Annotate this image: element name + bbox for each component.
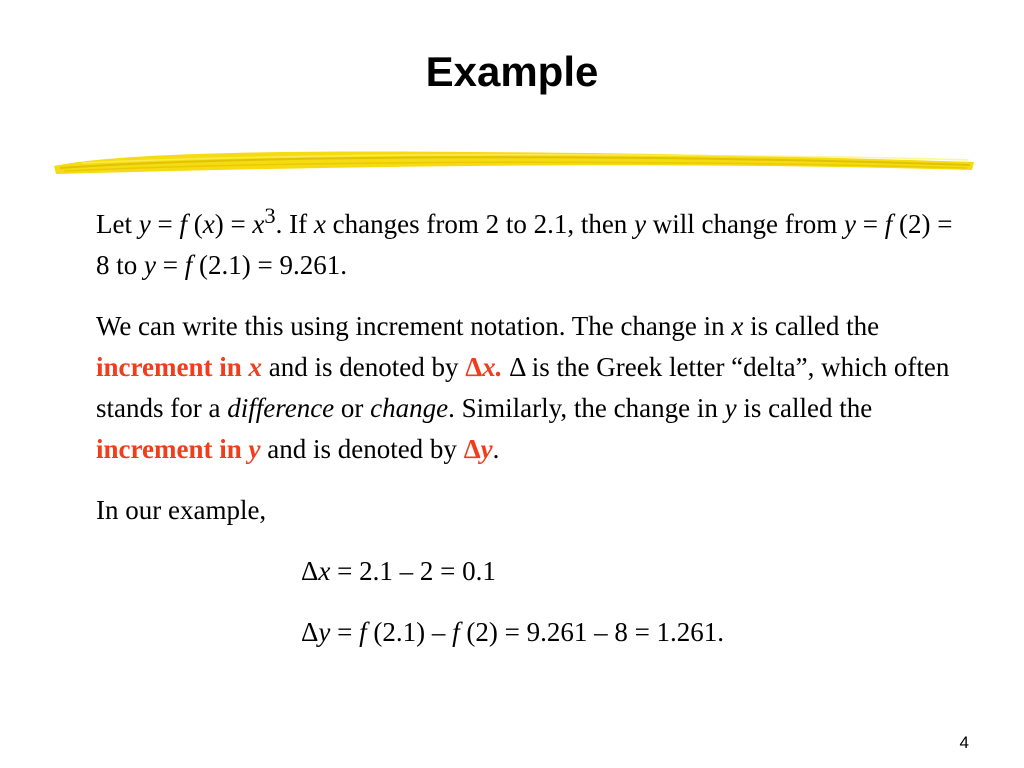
text: . If [275,209,314,239]
term-increment-in-y [96,434,260,464]
term-text: increment in [96,352,249,382]
delta-symbol: Δ [463,434,481,464]
var-y: y [480,434,493,464]
func-f: f [179,209,187,239]
text: and is denoted by [260,434,464,464]
paragraph-increment [96,306,956,470]
text: . [492,434,500,464]
var-x: x [731,311,744,341]
var-y: y [844,209,856,239]
slide-body [96,195,956,673]
equation-text: = [330,617,360,647]
func-f: f [359,617,367,647]
text: ( [186,209,203,239]
term-text: increment in [96,434,249,464]
text: ) = [214,209,253,239]
var-x: x [248,352,262,382]
var-x: x [313,209,326,239]
var-x: x [252,209,265,239]
text: = [150,209,180,239]
var-y: y [138,209,151,239]
slide-title: Example [425,48,599,95]
text: or [334,393,371,423]
paragraph-intro [96,195,956,286]
text: = [156,250,185,280]
var-x: x [318,556,331,586]
text: Δ is the Greek letter “delta”, which often stands for a [96,352,950,423]
decorative-brush-stroke [52,144,976,184]
symbol-delta-x [465,352,502,382]
emphasis-change: change [370,393,449,423]
var-y: y [248,434,261,464]
delta-symbol: Δ [465,352,483,382]
text: We can write this using increment notation. The change in [96,311,732,341]
func-f: f [884,209,893,239]
text: Let [96,209,139,239]
symbol-delta-y [464,434,493,464]
text: will change from [646,209,844,239]
text: changes from 2 to 2.1, then [325,209,635,239]
text: = [855,209,885,239]
equation-delta-x [301,551,956,592]
page-number: 4 [959,733,969,752]
equation-text: (2.1) – [366,617,453,647]
term-increment-in-x [96,352,262,382]
emphasis-difference: difference [227,393,335,423]
delta-symbol: Δ [301,556,319,586]
exponent: 3 [264,203,276,228]
text: and is denoted by [261,352,466,382]
var-y: y [634,209,647,239]
equation-text: (2) = 9.261 – 8 = 1.261. [459,617,725,647]
func-f: f [184,250,193,280]
var-x: x. [482,352,503,382]
text: is called the [736,393,873,423]
var-y: y [318,617,331,647]
equation-text: = 2.1 – 2 = 0.1 [330,556,496,586]
equation-delta-y [301,612,956,653]
func-f: f [452,617,460,647]
var-x: x [202,209,215,239]
text: (2.1) = 9.261. [192,250,347,280]
text: (2) = 8 to [96,209,953,280]
text: . Similarly, the change in [448,393,725,423]
text: is called the [743,311,880,341]
delta-symbol: Δ [301,617,319,647]
var-y: y [144,250,156,280]
var-y: y [724,393,737,423]
paragraph-example-intro: In our example, [96,495,267,525]
